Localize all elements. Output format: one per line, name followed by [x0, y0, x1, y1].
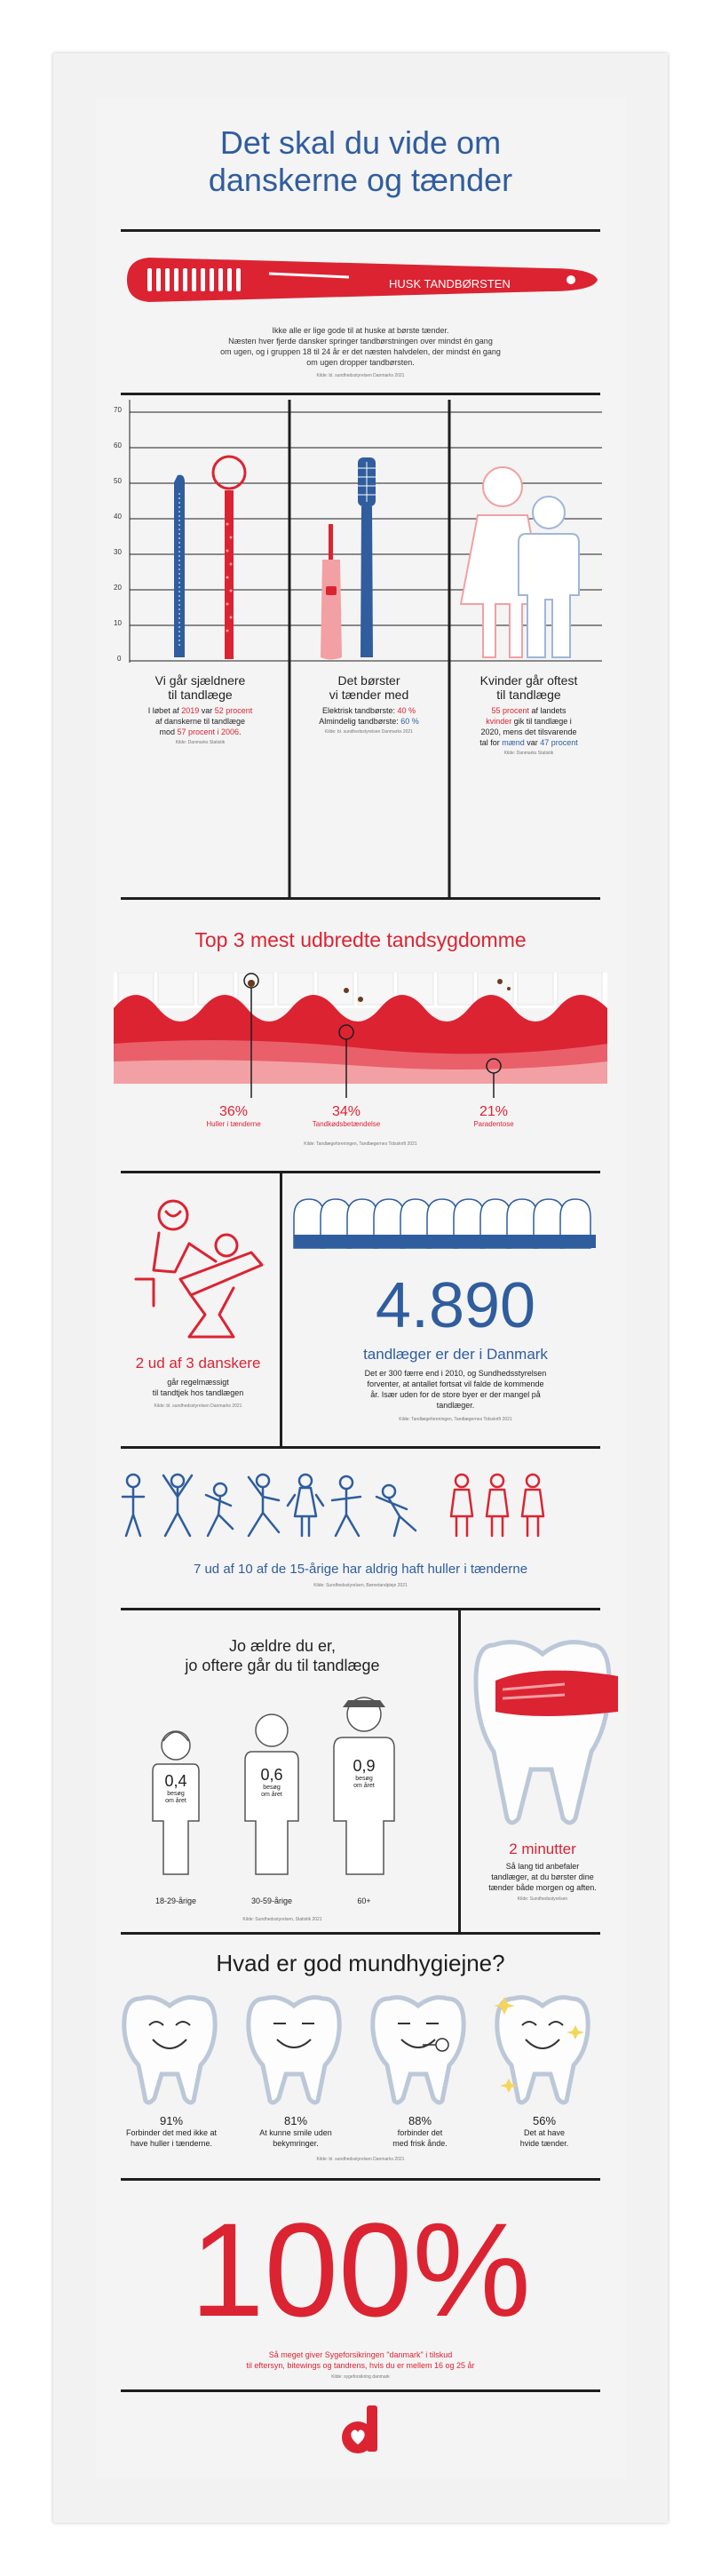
dentists-number: 4.890 — [375, 1270, 536, 1341]
hygiene-item — [109, 2114, 234, 2149]
disease-label: Paradentose — [473, 1120, 514, 1128]
brush-text-line: Næsten hver fjerde dansker springer tandbørstningen over mindst én gang — [228, 337, 493, 346]
stat-highlight: 2019 — [181, 706, 200, 715]
age-sub: besøg — [263, 1785, 281, 1791]
stat-highlight: 47 procent — [540, 738, 578, 747]
diseases-title: Top 3 mest udbredte tandsygdomme — [194, 928, 527, 951]
dentists-text-line: Det er 300 færre end i 2010, og Sundhedsstyrelsen — [364, 1369, 547, 1378]
poster-sheet — [53, 53, 668, 2523]
stat-highlight: 55 procent — [491, 706, 529, 715]
disease-label: Huller i tænderne — [206, 1120, 261, 1128]
danmark-logo-icon — [338, 2405, 383, 2455]
dentists-text-line: år. Især uden for de store byer er der mangel på — [370, 1390, 541, 1399]
brush-text-line: Ikke alle er lige gode til at huske at børste tænder. — [272, 326, 449, 335]
dentist-visit-source: Kilde: bl. sundhedsstyrelsen Danmarks 2021 — [154, 1403, 242, 1409]
disease-item — [436, 1104, 551, 1128]
brush-text-line: om ugen dropper tandbørsten. — [306, 358, 415, 367]
age-title-line: Jo ældre du er, — [228, 1637, 337, 1655]
dentist-visit-text — [114, 1377, 282, 1398]
dentists-text-line: tandlæger. — [436, 1401, 475, 1410]
stat-highlight: mænd — [502, 738, 525, 747]
stat-highlight: 52 procent — [214, 706, 253, 715]
stat-text: var — [524, 738, 541, 747]
stat-col-2 — [291, 673, 447, 735]
age-value: 0,4 — [164, 1772, 187, 1790]
brush-source: Kilde: bl. sundhedsstyrelsen Danmarks 2021 — [316, 373, 405, 378]
dental-mirror-icon — [198, 453, 260, 662]
stat-text: mod — [159, 727, 178, 736]
toothbrush-icon — [345, 457, 389, 662]
age-value: 0,6 — [260, 1766, 283, 1784]
hundred-text — [96, 2349, 625, 2371]
two-minutes-line: Så lang tid anbefaler — [505, 1862, 580, 1871]
stat-col-3 — [451, 673, 606, 756]
divider — [121, 393, 600, 395]
stat-text: af landets — [529, 706, 566, 715]
hundred-line: til eftersyn, bitewings og tandrens, hvis du er mellem 16 og 25 år — [246, 2361, 475, 2370]
dentist-visit-line: går regelmæssigt — [167, 1378, 229, 1387]
dentists-text-line: forventer, at antallet fortsat vil falde de kommende — [367, 1379, 544, 1388]
children-source: Kilde: Sundhedsstyrelsen, Børnetandpleje 2021 — [313, 1583, 408, 1588]
divider — [121, 1932, 600, 1935]
title-line-2: danskerne og tænder — [208, 162, 513, 198]
divider — [121, 1446, 600, 1449]
hygiene-line: Forbinder det med ikke at — [125, 2128, 218, 2137]
dentist-visit-line: til tandtjek hos tandlægen — [152, 1388, 244, 1397]
disease-pct: 21% — [479, 1104, 509, 1119]
hundred-line: Så meget giver Sygeforsikringen "danmark" i tilskud — [268, 2350, 453, 2359]
stat-text: Elektrisk tandbørste: — [321, 706, 398, 715]
y-tick: 60 — [114, 441, 122, 449]
age-group — [245, 1766, 298, 1799]
hygiene-pct: 88% — [408, 2114, 432, 2127]
age-group — [149, 1772, 202, 1805]
two-minutes-line: tænder både morgen og aften. — [488, 1883, 597, 1892]
stat-text: Almindelig tandbørste: — [319, 717, 401, 726]
y-tick: 40 — [114, 513, 122, 521]
hygiene-title: Hvad er god mundhygiejne? — [216, 1950, 505, 1976]
hygiene-pct: 56% — [532, 2114, 557, 2127]
disease-pct: 34% — [331, 1104, 361, 1119]
age-value: 0,9 — [353, 1757, 376, 1775]
stat-text: var — [199, 706, 215, 715]
stat-highlight: kvinder — [486, 717, 512, 726]
y-tick: 10 — [114, 619, 122, 627]
stat-text: I løbet af — [147, 706, 182, 715]
page-title — [96, 124, 625, 199]
two-minutes-text — [460, 1861, 625, 1893]
stat-title: Kvinder går oftest — [479, 673, 578, 688]
dentist-chair-icon — [127, 1190, 269, 1341]
stat-title: til tandlæge — [496, 688, 561, 702]
diseases-source: Kilde: Tandlægeforeningen, Tandlægernes Tidsskrift 2021 — [304, 1141, 417, 1147]
children-text: 7 ud af 10 af de 15-årige har aldrig haft huller i tænderne — [193, 1562, 528, 1577]
hygiene-pct: 81% — [283, 2114, 308, 2127]
dentists-text — [296, 1368, 615, 1411]
hundred-source: Kilde: sygeforsikring danmark — [331, 2374, 390, 2380]
stat-col-1 — [114, 673, 287, 745]
age-source: Kilde: Sundhedsstyrelsen, Statistik 2021 — [242, 1917, 322, 1922]
smiling-tooth-icon — [114, 1990, 607, 2105]
age-sub: om året — [165, 1798, 186, 1804]
stat-text: 2020, mens det tilsvarende — [480, 727, 577, 736]
divider — [121, 229, 600, 232]
divider — [121, 1171, 600, 1173]
tooth-brushing-icon — [467, 1627, 618, 1832]
stat-highlight: 57 procent i 2006 — [177, 727, 240, 736]
children-icon — [114, 1470, 607, 1541]
hygiene-line: hvide tænder. — [519, 2139, 569, 2148]
disease-item — [176, 1104, 291, 1128]
hygiene-line: Det at have — [523, 2128, 566, 2137]
stat-title: Det børster — [337, 673, 400, 688]
stat-source: Kilde: Danmarks Statistik — [503, 751, 554, 756]
man-icon — [513, 493, 602, 662]
stat-title: til tandlæge — [168, 688, 233, 702]
divider — [121, 1608, 600, 1610]
age-sub: om året — [353, 1783, 375, 1789]
hygiene-line: have huller i tænderne. — [130, 2139, 213, 2148]
stat-highlight: 60 % — [400, 717, 419, 726]
two-minutes-line: tandlæger, at du børster dine — [491, 1872, 594, 1881]
two-minutes-source: Kilde: Sundhedsstyrelsen — [517, 1896, 568, 1902]
age-group — [337, 1757, 391, 1790]
dentists-source: Kilde: Tandlægeforeningen, Tandlægernes Tidsskrift 2021 — [399, 1417, 512, 1422]
hygiene-pct: 91% — [159, 2114, 184, 2127]
hundred-value: 100% — [190, 2195, 531, 2344]
divider — [121, 2178, 600, 2181]
age-label: 60+ — [357, 1896, 371, 1905]
y-tick: 70 — [114, 406, 122, 414]
y-tick: 0 — [117, 655, 122, 663]
hygiene-item — [358, 2114, 482, 2149]
divider — [121, 897, 600, 900]
y-tick: 30 — [114, 548, 122, 556]
y-tick: 50 — [114, 477, 122, 485]
age-sub: besøg — [167, 1791, 185, 1797]
hygiene-line: At kunne smile uden — [259, 2128, 332, 2137]
age-label: 18-29-årige — [154, 1896, 197, 1905]
dentist-crowd-icon — [289, 1186, 618, 1257]
stat-highlight: 40 % — [397, 706, 416, 715]
stat-text: tal for — [479, 738, 503, 747]
two-minutes-headline: 2 minutter — [509, 1841, 576, 1857]
hygiene-line: forbinder det — [397, 2128, 443, 2137]
age-title — [114, 1636, 451, 1675]
brush-text-line: om ugen, og i gruppen 18 til 24 år er det næsten halvdelen, der mindst én gang — [220, 347, 501, 356]
stat-source: Kilde: Danmarks Statistik — [175, 740, 226, 745]
age-label: 30-59-årige — [250, 1896, 293, 1905]
stat-title: Vi går sjældnere — [154, 673, 246, 688]
hygiene-item — [234, 2114, 358, 2149]
stat-text: af danskerne til tandlæge — [154, 717, 246, 726]
hygiene-item — [482, 2114, 606, 2149]
brush-text — [149, 325, 572, 368]
title-line-1: Det skal du vide om — [219, 124, 502, 161]
disease-item — [289, 1104, 404, 1128]
stat-text: gik til tandlæge i — [511, 717, 572, 726]
infographic-card — [96, 98, 625, 2478]
stat-title: vi tænder med — [329, 688, 409, 702]
age-title-line: jo oftere går du til tandlæge — [185, 1657, 380, 1674]
disease-pct: 36% — [218, 1104, 249, 1119]
hygiene-line: med frisk ånde. — [392, 2139, 448, 2148]
age-sub: om året — [261, 1792, 282, 1798]
disease-label: Tandkødsbetændelse — [312, 1120, 381, 1128]
stat-text: . — [239, 727, 242, 736]
stat-source: Kilde: bl. sundhedsstyrelsen Danmarks 2021 — [325, 729, 413, 735]
age-sub: besøg — [355, 1776, 373, 1782]
brush-label: HUSK TANDBØRSTEN — [389, 277, 511, 290]
divider — [121, 2389, 600, 2392]
hygiene-source: Kilde: bl. sundhedsstyrelsen Danmarks 2021 — [316, 2157, 405, 2162]
dentists-subtitle: tandlæger er der i Danmark — [363, 1346, 548, 1363]
dentist-visit-headline: 2 ud af 3 danskere — [135, 1355, 261, 1371]
y-tick: 20 — [114, 584, 122, 592]
hygiene-line: bekymringer. — [273, 2139, 319, 2148]
